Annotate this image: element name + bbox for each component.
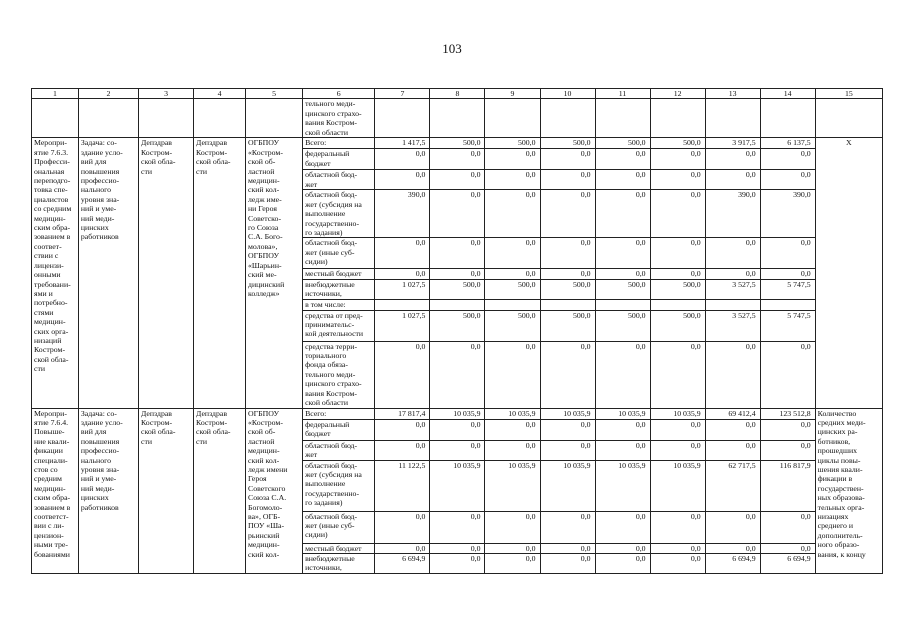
- amount-cell: 17 817,4: [375, 408, 430, 419]
- amount-cell: 10 035,9: [650, 408, 705, 419]
- amount-cell: 0,0: [540, 511, 595, 543]
- funding-source-label: областной бюд- жет: [305, 440, 358, 459]
- block-col2-cell: [78, 138, 138, 408]
- amount-cell: 62 717,5: [705, 460, 760, 511]
- budget-table: [31, 88, 883, 574]
- amount-cell: 0,0: [375, 419, 430, 440]
- amount-cell: 0,0: [430, 190, 485, 238]
- block-result-cell: [815, 408, 882, 573]
- block-col1-text: Меропри- ятие 7.6.4. Повыше- ние квали- фикации специали- стов со средним медицин- ским обра- зованием в соответст- вии с ли- цензион- ными тре- бованиями: [34, 408, 71, 559]
- amount-cell: 0,0: [595, 440, 650, 460]
- amount-cell: 10 035,9: [540, 408, 595, 419]
- amount-cell: 10 035,9: [540, 460, 595, 511]
- amount-cell: 500,0: [595, 279, 650, 299]
- amount-cell: 500,0: [650, 138, 705, 149]
- block-col1-cell: [32, 408, 79, 573]
- funding-source-label: федеральный бюджет: [305, 419, 350, 438]
- funding-source-label: местный бюджет: [305, 543, 362, 553]
- block-col4-cell: [194, 138, 246, 408]
- amount-cell: 5 747,5: [760, 310, 815, 341]
- amount-cell: 0,0: [650, 553, 705, 573]
- column-number-7: 7: [375, 89, 430, 99]
- funding-source-cell: [303, 238, 375, 269]
- amount-cell: 0,0: [650, 170, 705, 190]
- block-col1-text: Меропри- ятие 7.6.3. Професси- ональная переподго- товка спе- циалистов со средним медицин- ским обра- зованием в соответ- ствии с лицензи- онными требовани- ями и потребно- стями медицин- ских орга- низаций Костром- ской обла- сти: [34, 138, 72, 374]
- amount-cell: 0,0: [705, 269, 760, 279]
- amount-cell: 500,0: [540, 279, 595, 299]
- amount-cell: [540, 299, 595, 310]
- amount-cell: 0,0: [540, 269, 595, 279]
- amount-cell: 0,0: [595, 149, 650, 170]
- amount-cell: 69 412,4: [705, 408, 760, 419]
- amount-cell: 0,0: [375, 440, 430, 460]
- funding-source-cell: [303, 440, 375, 460]
- amount-cell: 3 527,5: [705, 279, 760, 299]
- amount-cell: 500,0: [650, 279, 705, 299]
- amount-cell: 390,0: [705, 190, 760, 238]
- amount-cell: 0,0: [430, 543, 485, 553]
- amount-cell: 0,0: [705, 419, 760, 440]
- amount-cell: 0,0: [595, 170, 650, 190]
- amount-cell: 500,0: [430, 138, 485, 149]
- amount-cell: 0,0: [650, 149, 705, 170]
- column-number-1: 1: [32, 89, 79, 99]
- amount-cell: 0,0: [650, 419, 705, 440]
- amount-cell: 500,0: [485, 138, 540, 149]
- amount-cell: 500,0: [595, 310, 650, 341]
- amount-cell: 10 035,9: [485, 460, 540, 511]
- amount-cell: 0,0: [540, 149, 595, 170]
- block-col3-text: Депздрав Костром- ской обла- сти: [141, 138, 176, 176]
- amount-cell: 123 512,8: [760, 408, 815, 419]
- amount-cell: 0,0: [760, 238, 815, 269]
- amount-cell: 0,0: [760, 341, 815, 408]
- amount-cell: 0,0: [760, 269, 815, 279]
- amount-cell: 0,0: [595, 190, 650, 238]
- block-result-cell: [815, 138, 882, 408]
- amount-cell: [650, 299, 705, 310]
- amount-cell: 500,0: [540, 310, 595, 341]
- amount-cell: 0,0: [430, 419, 485, 440]
- amount-cell: 0,0: [375, 238, 430, 269]
- amount-cell: [485, 299, 540, 310]
- amount-cell: [430, 299, 485, 310]
- funding-source-cell: [303, 419, 375, 440]
- funding-source-label: областной бюд- жет (субсидия на выполнение государственно- го задания): [305, 460, 362, 508]
- amount-cell: 0,0: [430, 440, 485, 460]
- column-number-6: 6: [303, 89, 375, 99]
- column-number-row: [32, 89, 883, 99]
- amount-cell: 0,0: [705, 440, 760, 460]
- block-col1-cell: [32, 138, 79, 408]
- funding-source-label: средства терри- ториального фонда обяза- тельного меди- цинского страхо- вания Костром- ской области: [305, 341, 362, 408]
- amount-cell: 0,0: [485, 190, 540, 238]
- amount-cell: 0,0: [430, 511, 485, 543]
- funding-source-cell: [303, 279, 375, 299]
- amount-cell: 500,0: [485, 310, 540, 341]
- block-col3-text: Депздрав Костром- ской обла- сти: [141, 408, 176, 446]
- column-number-5: 5: [246, 89, 303, 99]
- amount-cell: 0,0: [595, 553, 650, 573]
- amount-cell: 0,0: [540, 190, 595, 238]
- amount-cell: 3 527,5: [705, 310, 760, 341]
- amount-cell: 0,0: [540, 170, 595, 190]
- block-col2-cell: [78, 408, 138, 573]
- amount-cell: 1 027,5: [375, 310, 430, 341]
- amount-cell: 0,0: [760, 170, 815, 190]
- amount-cell: 0,0: [760, 511, 815, 543]
- amount-cell: 0,0: [595, 341, 650, 408]
- column-number-2: 2: [78, 89, 138, 99]
- block-result-text: Количество средних меди- цинских ра- ботников, прошедших циклы повы- шения квали- фикации в государствен- ных образова- тельных орга- низациях среднего и дополнитель- ного образо- вания, к концу: [817, 408, 866, 559]
- amount-cell: 0,0: [760, 149, 815, 170]
- column-number-14: 14: [760, 89, 815, 99]
- funding-source-cell: [303, 299, 375, 310]
- funding-source-cell: [303, 170, 375, 190]
- amount-cell: 0,0: [485, 553, 540, 573]
- amount-cell: 0,0: [485, 149, 540, 170]
- amount-cell: 0,0: [430, 341, 485, 408]
- block-col4-text: Депздрав Костром- ской обла- сти: [196, 408, 231, 446]
- amount-cell: 0,0: [650, 511, 705, 543]
- amount-cell: 0,0: [650, 238, 705, 269]
- amount-cell: 0,0: [375, 170, 430, 190]
- amount-cell: 0,0: [705, 341, 760, 408]
- funding-source-label: Всего:: [305, 138, 327, 148]
- column-number-10: 10: [540, 89, 595, 99]
- continuation-row: [32, 99, 883, 138]
- amount-cell: 1 417,5: [375, 138, 430, 149]
- amount-cell: 116 817,9: [760, 460, 815, 511]
- amount-cell: [595, 299, 650, 310]
- amount-cell: 0,0: [375, 543, 430, 553]
- amount-cell: 0,0: [375, 341, 430, 408]
- amount-cell: 0,0: [650, 440, 705, 460]
- amount-cell: [375, 299, 430, 310]
- column-number-3: 3: [139, 89, 194, 99]
- funding-source-cell: [303, 511, 375, 543]
- amount-cell: 0,0: [375, 149, 430, 170]
- block-col5-text: ОГБПОУ «Костром- ской об- ластной медицин- ский кол- ледж име- ни Героя Советско- го Союза С.А. Бого- молова», ОГБПОУ «Шарьин- ский ме- дицинский колледж»: [248, 138, 285, 298]
- amount-cell: 0,0: [540, 543, 595, 553]
- amount-cell: 500,0: [540, 138, 595, 149]
- amount-cell: 0,0: [760, 419, 815, 440]
- funding-source-cell: [303, 460, 375, 511]
- amount-cell: 0,0: [540, 238, 595, 269]
- amount-cell: 500,0: [430, 310, 485, 341]
- amount-cell: 0,0: [485, 440, 540, 460]
- amount-cell: 0,0: [595, 419, 650, 440]
- amount-cell: 0,0: [760, 440, 815, 460]
- funding-source-label: областной бюд- жет (субсидия на выполнение государственно- го задания): [305, 190, 362, 238]
- amount-cell: 0,0: [595, 269, 650, 279]
- funding-source-label: областной бюд- жет (иные суб- сидии): [305, 511, 358, 540]
- block-col5-cell: [246, 138, 303, 408]
- amount-cell: 0,0: [705, 170, 760, 190]
- funding-source-label: Всего:: [305, 408, 327, 418]
- amount-cell: 0,0: [705, 149, 760, 170]
- amount-cell: 0,0: [485, 341, 540, 408]
- amount-cell: 0,0: [760, 543, 815, 553]
- amount-cell: 6 694,9: [705, 553, 760, 573]
- amount-cell: 0,0: [485, 419, 540, 440]
- block-col3-cell: [139, 138, 194, 408]
- funding-source-label: федеральный бюджет: [305, 149, 350, 168]
- amount-cell: 0,0: [375, 511, 430, 543]
- amount-cell: 0,0: [650, 543, 705, 553]
- amount-cell: 0,0: [430, 269, 485, 279]
- funding-source-label: областной бюд- жет: [305, 170, 358, 189]
- funding-source-label: внебюджетные источники,: [305, 279, 355, 299]
- page-number: 103: [442, 41, 462, 56]
- amount-cell: 10 035,9: [650, 460, 705, 511]
- amount-cell: 6 694,9: [375, 553, 430, 573]
- funding-source-label: местный бюджет: [305, 269, 362, 279]
- amount-cell: 0,0: [705, 238, 760, 269]
- column-number-4: 4: [194, 89, 246, 99]
- amount-cell: 500,0: [650, 310, 705, 341]
- column-number-12: 12: [650, 89, 705, 99]
- block-col4-text: Депздрав Костром- ской обла- сти: [196, 138, 231, 176]
- amount-cell: 0,0: [650, 269, 705, 279]
- table-row: [32, 408, 883, 419]
- funding-source-label: внебюджетные источники,: [305, 553, 355, 573]
- funding-source-cell: [303, 341, 375, 408]
- amount-cell: 500,0: [595, 138, 650, 149]
- funding-source-label: в том числе:: [305, 299, 346, 309]
- funding-source-cell: [303, 269, 375, 279]
- amount-cell: 0,0: [485, 543, 540, 553]
- amount-cell: 0,0: [595, 238, 650, 269]
- amount-cell: 0,0: [430, 238, 485, 269]
- block-col5-cell: [246, 408, 303, 573]
- amount-cell: 0,0: [430, 170, 485, 190]
- amount-cell: 10 035,9: [595, 408, 650, 419]
- amount-cell: 390,0: [760, 190, 815, 238]
- funding-source-cell: [303, 190, 375, 238]
- amount-cell: 500,0: [430, 279, 485, 299]
- table-row: [32, 138, 883, 149]
- amount-cell: 0,0: [430, 149, 485, 170]
- amount-cell: 6 694,9: [760, 553, 815, 573]
- amount-cell: 0,0: [540, 553, 595, 573]
- amount-cell: 1 027,5: [375, 279, 430, 299]
- funding-source-label: средства от пред- принимательс- кой деятельности: [305, 310, 364, 339]
- amount-cell: 0,0: [705, 543, 760, 553]
- amount-cell: 10 035,9: [430, 408, 485, 419]
- amount-cell: 10 035,9: [430, 460, 485, 511]
- amount-cell: [705, 299, 760, 310]
- amount-cell: [760, 299, 815, 310]
- funding-source-cell: [303, 310, 375, 341]
- amount-cell: 0,0: [485, 511, 540, 543]
- amount-cell: 10 035,9: [485, 408, 540, 419]
- amount-cell: 0,0: [650, 190, 705, 238]
- amount-cell: 0,0: [705, 511, 760, 543]
- amount-cell: 0,0: [595, 511, 650, 543]
- column-number-15: 15: [815, 89, 882, 99]
- column-number-9: 9: [485, 89, 540, 99]
- funding-source-cell: [303, 553, 375, 573]
- amount-cell: 0,0: [485, 170, 540, 190]
- funding-source-cell: [303, 149, 375, 170]
- column-number-13: 13: [705, 89, 760, 99]
- amount-cell: 0,0: [650, 341, 705, 408]
- column-number-8: 8: [430, 89, 485, 99]
- column-number-11: 11: [595, 89, 650, 99]
- funding-source-cell: [303, 408, 375, 419]
- amount-cell: 5 747,5: [760, 279, 815, 299]
- table-body: [32, 89, 883, 574]
- amount-cell: 0,0: [540, 419, 595, 440]
- amount-cell: 390,0: [375, 190, 430, 238]
- block-col5-text: ОГБПОУ «Костром- ской об- ластной медицин- ский кол- ледж имени Героя Советского Союза С.А. Богомоло- ва», ОГБ- ПОУ «Ша- рьинский медицин- ский кол-: [248, 408, 288, 559]
- block-col3-cell: [139, 408, 194, 573]
- funding-source-cell: [303, 138, 375, 149]
- amount-cell: 6 137,5: [760, 138, 815, 149]
- amount-cell: 0,0: [430, 553, 485, 573]
- amount-cell: 500,0: [485, 279, 540, 299]
- block-col2-text: Задача: со- здание усло- вий для повышения профессио- нального уровня зна- ний и уме- ний меди- цинских работников: [80, 408, 123, 512]
- amount-cell: 0,0: [595, 543, 650, 553]
- funding-source-label: областной бюд- жет (иные суб- сидии): [305, 238, 358, 267]
- funding-source-cell: [303, 543, 375, 553]
- amount-cell: 0,0: [485, 238, 540, 269]
- amount-cell: 0,0: [540, 341, 595, 408]
- amount-cell: 0,0: [540, 440, 595, 460]
- block-col4-cell: [194, 408, 246, 573]
- block-col2-text: Задача: со- здание усло- вий для повышения профессио- нального уровня зна- ний и уме- ний меди- цинских работников: [80, 138, 123, 242]
- source-cell: тельного меди- цинского страхо- вания Костром- ской области: [305, 99, 362, 137]
- amount-cell: 11 122,5: [375, 460, 430, 511]
- block-result-text: Х: [846, 138, 852, 148]
- amount-cell: 0,0: [375, 269, 430, 279]
- amount-cell: 3 917,5: [705, 138, 760, 149]
- amount-cell: 0,0: [485, 269, 540, 279]
- amount-cell: 10 035,9: [595, 460, 650, 511]
